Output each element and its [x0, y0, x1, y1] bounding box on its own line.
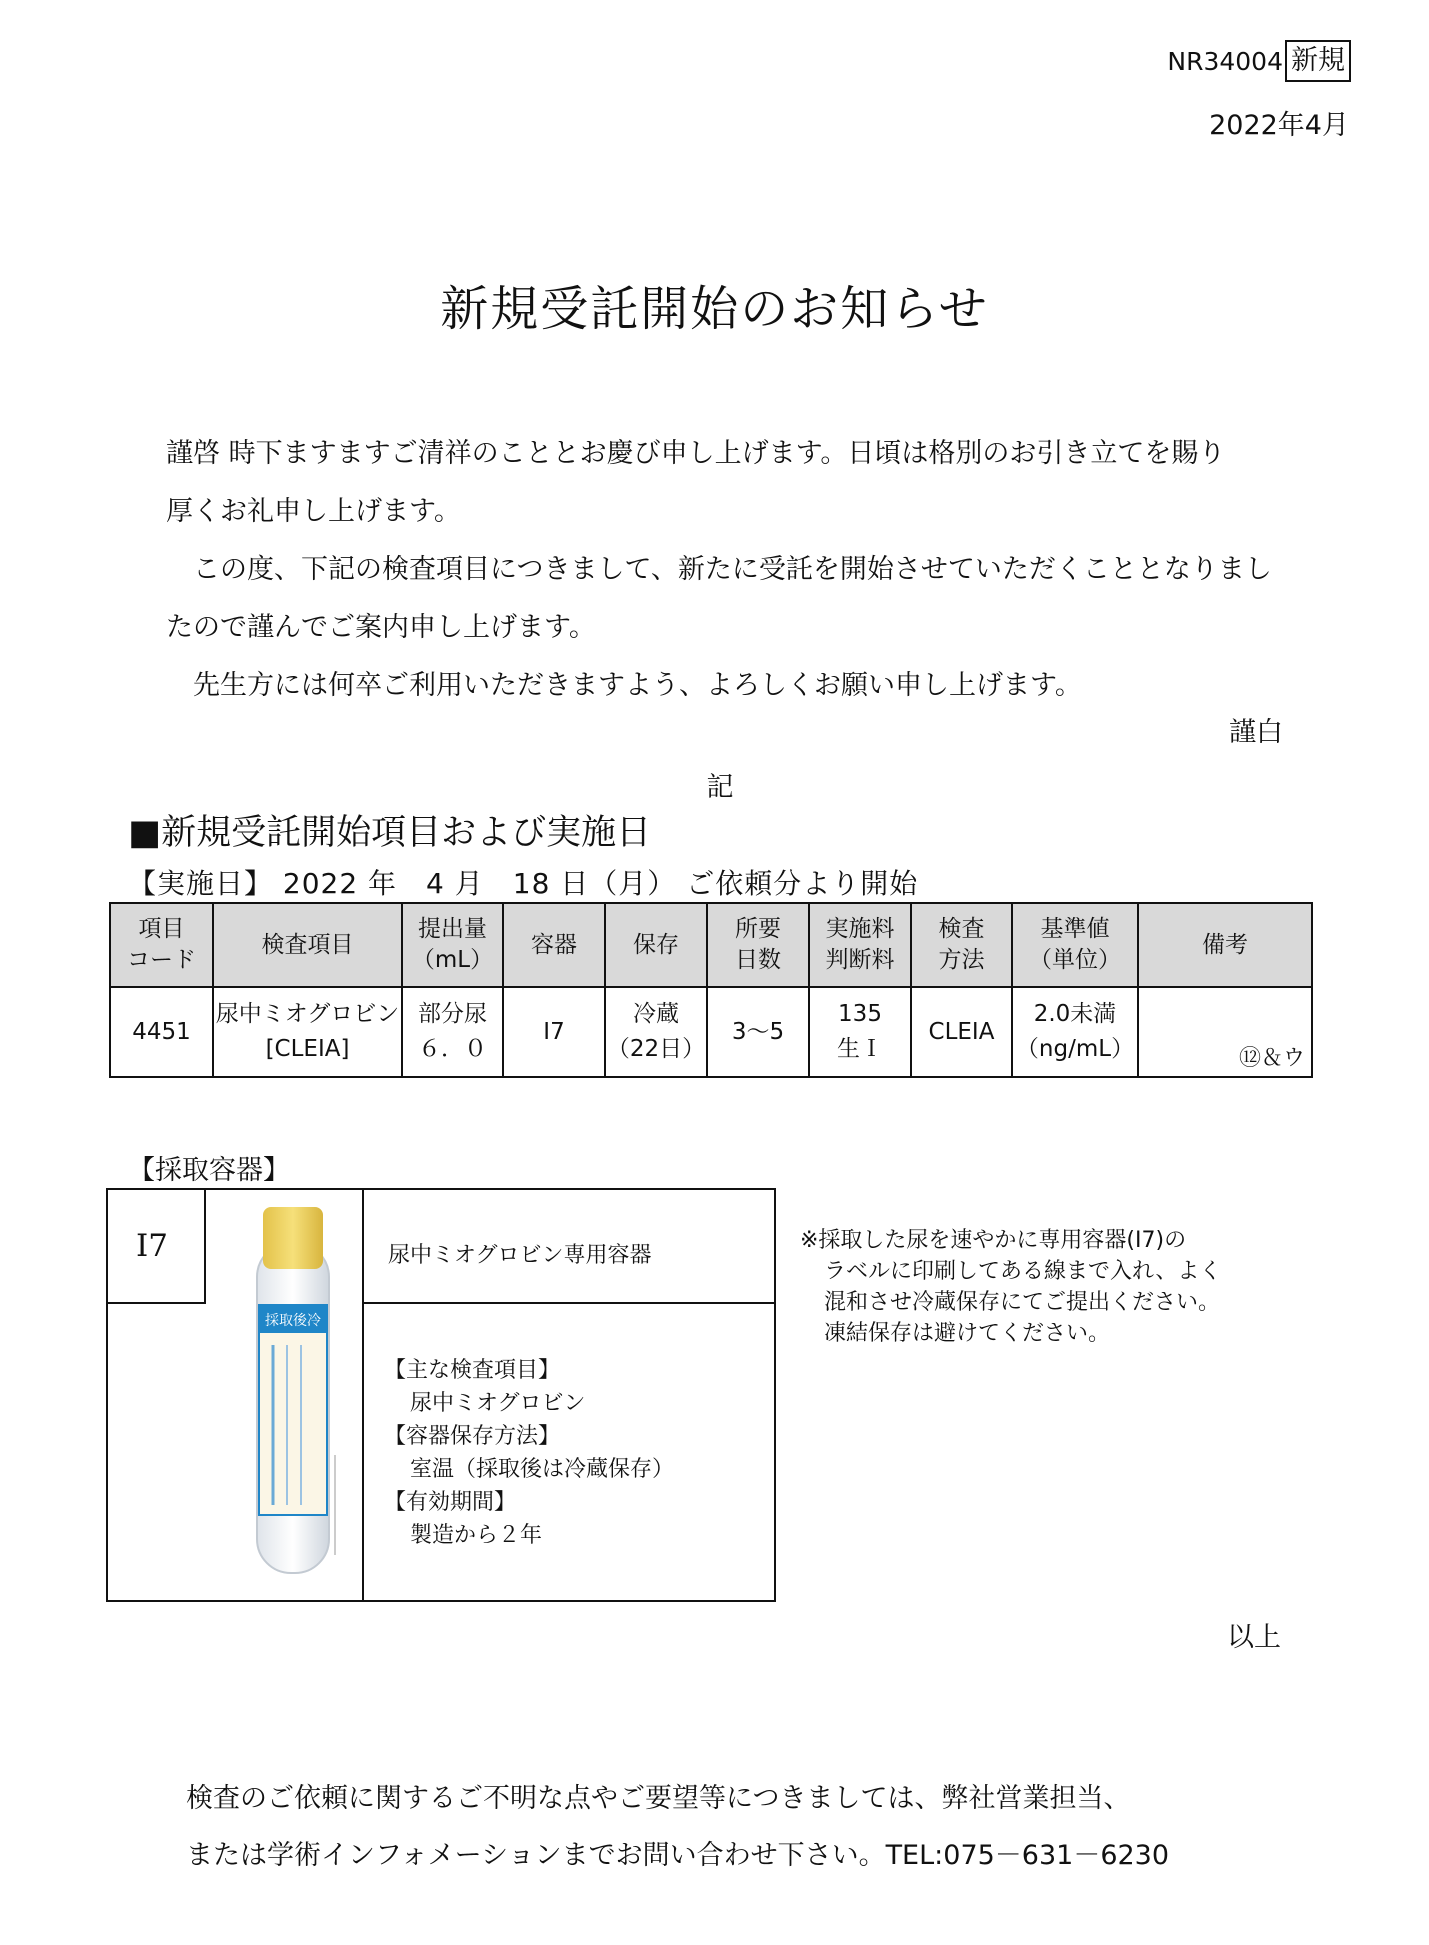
- instruction-line-2: ラベルに印刷してある線まで入れ、よく: [824, 1259, 1222, 1284]
- divider-vertical: [362, 1190, 364, 1600]
- info-heading-test-items: 【主な検査項目】: [384, 1358, 561, 1383]
- table-header-row: [110, 903, 1312, 987]
- instruction-line-4: 凍結保存は避けてください。: [824, 1321, 1111, 1346]
- cell-code: 4451: [110, 987, 213, 1077]
- request-paragraph: [166, 657, 1316, 715]
- announcement-line-2: たので謹んでご案内申し上げます。: [166, 612, 596, 643]
- container-info: [384, 1354, 674, 1552]
- header-notes: 備考: [1138, 903, 1312, 987]
- cell-volume: 部分尿 ６．０: [402, 987, 503, 1077]
- header-storage: 保存: [605, 903, 707, 987]
- section-title: ■新規受託開始項目および実施日: [128, 813, 652, 853]
- ki-marker: 記: [706, 772, 734, 803]
- specimen-tube-image: [243, 1205, 353, 1595]
- container-name: 尿中ミオグロビン専用容器: [388, 1243, 652, 1268]
- document-date: 2022年4月: [1209, 110, 1349, 141]
- implementation-date: 【実施日】 2022 年 4 月 18 日（月） ご依頼分より開始: [128, 867, 919, 900]
- container-box: [106, 1188, 776, 1602]
- cell-reference: 2.0未満 （ng/mL）: [1012, 987, 1138, 1077]
- header-test-item: 検査項目: [213, 903, 402, 987]
- info-heading-storage: 【容器保存方法】: [384, 1424, 561, 1449]
- info-heading-expiry: 【有効期間】: [384, 1490, 517, 1515]
- announcement-paragraph: [166, 541, 1316, 657]
- document-number: [1167, 40, 1351, 82]
- header-method: 検査 方法: [911, 903, 1012, 987]
- container-heading: 【採取容器】: [128, 1155, 290, 1186]
- cell-notes: ⑫＆ウ: [1138, 987, 1312, 1077]
- page-title: 新規受託開始のお知らせ: [440, 281, 989, 337]
- greeting-line-1: 謹啓 時下ますますご清祥のこととお慶び申し上げます。日頃は格別のお引き立てを賜り: [166, 438, 1226, 469]
- container-id: I7: [136, 1228, 168, 1264]
- announcement-line-1: この度、下記の検査項目につきまして、新たに受託を開始させていただくこととなりまし: [166, 554, 1272, 585]
- cell-container: I7: [503, 987, 605, 1077]
- header-fee: 実施料 判断料: [809, 903, 911, 987]
- cell-days: 3～5: [707, 987, 809, 1077]
- info-test-items: 尿中ミオグロビン: [410, 1391, 586, 1416]
- header-container: 容器: [503, 903, 605, 987]
- cell-method: CLEIA: [911, 987, 1012, 1077]
- footer-line-2: または学術インフォメーションまでお問い合わせ下さい。TEL:075－631－6230: [186, 1840, 1170, 1871]
- greeting-paragraph: [166, 425, 1316, 541]
- cell-fee: 135 生Ｉ: [809, 987, 911, 1077]
- cell-test-item: 尿中ミオグロビン [CLEIA]: [213, 987, 402, 1077]
- greeting-line-2: 厚くお礼申し上げます。: [166, 496, 461, 527]
- tube-cap: [263, 1207, 323, 1269]
- tube-label: [259, 1305, 327, 1515]
- footer-line-1: 検査のご依頼に関するご不明な点やご要望等につきましては、弊社営業担当、: [186, 1783, 1131, 1814]
- closing-kinpaku: 謹白: [1229, 717, 1283, 748]
- header-days: 所要 日数: [707, 903, 809, 987]
- divider-horizontal: [362, 1302, 774, 1304]
- test-items-table: [109, 902, 1313, 1078]
- contact-footer: [186, 1770, 1169, 1884]
- info-expiry: 製造から２年: [410, 1523, 543, 1548]
- instruction-line-3: 混和させ冷蔵保存にてご提出ください。: [824, 1290, 1221, 1315]
- request-line-1: 先生方には何卒ご利用いただきますよう、よろしくお願い申し上げます。: [166, 670, 1082, 701]
- header-volume: 提出量 （mL）: [402, 903, 503, 987]
- header-reference: 基準値 （単位）: [1012, 903, 1138, 987]
- info-storage: 室温（採取後は冷蔵保存）: [410, 1457, 675, 1482]
- collection-instructions: [800, 1225, 1221, 1349]
- header-code: 項目 コード: [110, 903, 213, 987]
- table-row: [110, 987, 1312, 1077]
- new-badge: 新規: [1285, 40, 1351, 82]
- cell-storage: 冷蔵 （22日）: [605, 987, 707, 1077]
- instruction-line-1: ※採取した尿を速やかに専用容器(I7)の: [800, 1228, 1187, 1253]
- tube-label-text: 採取後冷: [265, 1313, 321, 1329]
- doc-number-text: NR34004: [1167, 46, 1283, 76]
- closing-ijou: 以上: [1227, 1622, 1281, 1653]
